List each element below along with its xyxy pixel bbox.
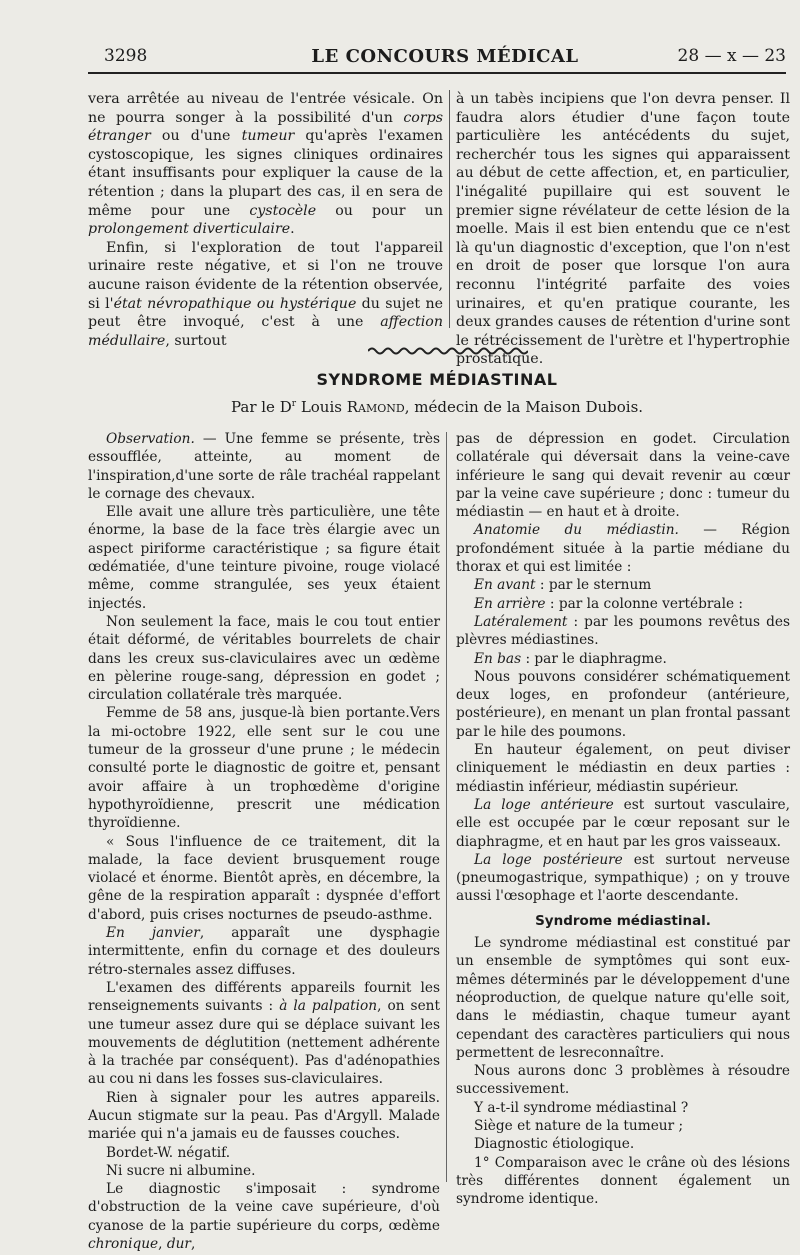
article-right-column [456,430,790,1208]
paragraph: à un tabès incipiens que l'on devra penser. Il faudra alors étudier d'une façon toute particulière les antécédents du sujet, recherchér tous les signes qui apparaissent au début de cette affection, et, en particulier, l'inégalité pupillaire qui est souvent le premier signe révélateur de cette lésion de la moelle. Mais il est bien entendu que ce n'est là qu'un diagnostic d'exception, que l'on n'est en droit de poser que lorsque l'on aura reconnu l'intégrité parfaite des voies urinaires, et qu'en pratique courante, les deux grandes causes de rétention d'urine sont le rétrécissement de l'urètre et l'hypertrophie prostatique. [456,91,790,368]
header-rule [88,72,786,74]
paragraph: Non seulement la face, mais le cou tout entier était déformé, de véritables bourrelets de chair dans les creux sus-claviculaires avec un œdème en pèlerine rouge-sang, dépression en godet ; circulation collatérale très marquée. [88,613,440,704]
paragraph: En janvier, apparaît une dysphagie intermittente, enfin du cornage et des douleurs rétro-sternales assez diffuses. [88,925,440,978]
paragraph: En hauteur également, on peut diviser cliniquement le médiastin en deux parties : médiastin inférieur, médiastin supérieur. [456,742,790,795]
list-item: En bas : par le diaphragme. [474,650,667,667]
paragraph: Observation. — Une femme se présente, très essoufflée, atteinte, au moment de l'inspiration,d'une sorte de râle trachéal rappelant le cornage des chevaux. [88,431,440,502]
paragraph: vera arrêtée au niveau de l'entrée vésicale. On ne pourra songer à la possibilité d'un corps étranger ou d'une tumeur qu'après l'examen cystoscopique, les signes cliniques ordinaires étant insuffisants pour expliquer la cause de la rétention ; dans la plupart des cas, il en sera de même pour une cystocèle ou pour un prolongement diverticulaire. [88,91,443,238]
continuation-right-column [456,90,790,369]
paragraph: Bordet-W. négatif. [106,1144,231,1161]
list-item: En avant : par le sternum [474,577,652,594]
paragraph: 1° Comparaison avec le crâne où des lésions très différentes donnent également un syndrome identique. [456,1154,790,1208]
paragraph: Enfin, si l'exploration de tout l'appareil urinaire reste négative, et si l'on ne trouve aucune raison évidente de la rétention observée, si l'état névropathique ou hystérique du sujet ne peut être invoqué, c'est à une affection médullaire, surtout [88,239,443,349]
ornament-divider [368,346,528,356]
column-divider [446,432,447,1182]
journal-title: LE CONCOURS MÉDICAL [311,46,579,67]
paragraph: Ni sucre ni albumine. [106,1162,256,1179]
paragraph: Le diagnostic s'imposait : syndrome d'obstruction de la veine cave supérieure, d'où cyanose de la partie supérieure du corps, œdème chronique, dur, [88,1181,440,1253]
list-item: En arrière : par la colonne vertébrale : [474,595,744,612]
byline: Par le $D^r$ Louis Ramond, médecin de la Maison Dubois. [230,398,644,416]
paragraph: Rien à signaler pour les autres appareils. Aucun stigmate sur la peau. Pas d'Argyll. Malade mariée qui n'a jamais eu de fausses couches. [88,1089,440,1143]
article-title: SYNDROME MÉDIASTINAL [316,370,558,389]
issue-date: 28 — x — 23 [677,46,786,66]
paragraph: Nous pouvons considérer schématiquement deux loges, en profondeur (antérieure, postérieure), en menant un plan frontal passant par le hile des poumons. [456,668,790,740]
column-divider [449,90,450,328]
paragraph: Le syndrome médiastinal est constitué par un ensemble de symptômes qui sont eux-mêmes déterminés par le développement d'une néoproduction, de quelque nature qu'elle soit, dans le médiastin, chaque tumeur ayant cependant des caractères particuliers qui nous permettent de lesreconnaître. [456,935,790,1061]
paragraph: Nous aurons donc 3 problèmes à résoudre successivement. [456,1063,790,1098]
article-left-column [88,430,440,1253]
page-number: 3298 [104,46,148,66]
continuation-left-column [88,90,443,350]
paragraph: « Sous l'influence de ce traitement, dit la malade, la face devient brusquement rouge violacé et énorme. Bientôt après, en décembre, la gêne de la respiration apparaît : dyspnée d'effort d'abord, puis crises nocturnes de pseudo-asthme. [88,833,440,923]
paragraph: La loge postérieure est surtout nerveuse (pneumogastrique, sympathique) ; on y trouve aussi l'œsophage et l'aorte descendante. [456,851,790,905]
paragraph: L'examen des différents appareils fournit les renseignements suivants : à la palpation, on sent une tumeur assez dure qui se déplace suivant les mouvements de déglutition (nettement adhérente à la trachée par conséquent). Pas d'adénopathies au cou ni dans les fosses sus-claviculaires. [88,979,440,1088]
paragraph: Elle avait une allure très particulière, une tête énorme, la base de la face très élargie avec un aspect piriforme caractéristique ; sa figure était œdématiée, d'une teinture pivoine, rouge violacé même, comme strangulée, ses yeux étaient injectés. [88,504,440,612]
list-item: Siège et nature de la tumeur ; [474,1117,684,1134]
paragraph: Femme de 58 ans, jusque-là bien portante.Vers la mi-octobre 1922, elle sent sur le cou une tumeur de la grosseur d'une prune ; le médecin consulté porte le diagnostic de goitre et, pensant avoir affaire à un trophœdème d'origine hypothyroïdienne, prescrit une médication thyroïdienne. [88,705,440,832]
section-heading: Syndrome médiastinal. [535,912,711,929]
list-item: Y a-t-il syndrome médiastinal ? [474,1099,689,1116]
paragraph: pas de dépression en godet. Circulation collatérale qui déversait dans la veine-cave inférieure le sang qui devait revenir au cœur par la veine cave supérieure ; donc : tumeur du médiastin — en haut et à droite. [456,431,790,521]
paragraph: Anatomie du médiastin. — Région profondément située à la partie médiane du thorax et qui est limitée : [456,522,790,576]
paragraph: La loge antérieure est surtout vasculaire, elle est occupée par le cœur reposant sur le diaphragme, et en haut par les gros vaisseaux. [456,796,790,850]
list-item: Diagnostic étiologique. [474,1136,635,1153]
running-head [100,40,790,70]
list-item: Latéralement : par les poumons revêtus des plèvres médiastines. [456,613,790,649]
